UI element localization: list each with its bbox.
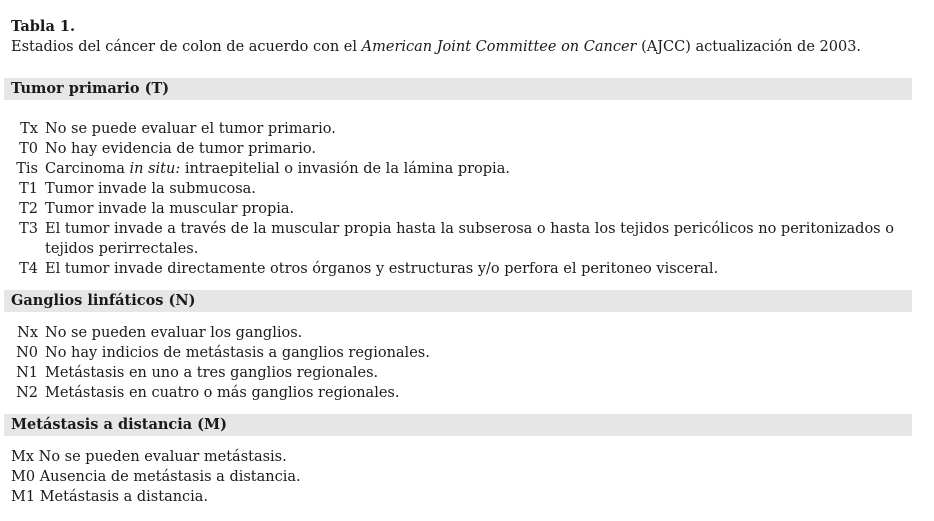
section-rows-metastasis bbox=[11, 447, 901, 507]
stage-description: No se pueden evaluar los ganglios. bbox=[45, 325, 303, 341]
stage-description-start: Carcinoma bbox=[45, 161, 130, 177]
table-label: Tabla 1. bbox=[11, 18, 76, 35]
stage-code: Nx bbox=[17, 325, 38, 341]
section-rows-tumor bbox=[0, 119, 910, 279]
stage-code: T1 bbox=[19, 181, 38, 197]
stage-code: N2 bbox=[16, 385, 38, 401]
table-row bbox=[0, 159, 910, 179]
stage-description-italic: in situ: bbox=[129, 161, 181, 177]
stage-description bbox=[45, 159, 910, 179]
stage-description: Metástasis en cuatro o más ganglios regionales. bbox=[45, 385, 400, 401]
table-row bbox=[11, 487, 901, 507]
table-row bbox=[11, 467, 901, 487]
description-italic-organization: American Joint Committee on Cancer bbox=[361, 39, 637, 55]
table-row bbox=[0, 343, 910, 363]
stage-code: Tx bbox=[20, 121, 38, 137]
stage-code: N1 bbox=[16, 365, 38, 381]
stage-code: Tis bbox=[16, 161, 38, 177]
table-row bbox=[0, 199, 910, 219]
stage-description: Tumor invade la muscular propia. bbox=[45, 201, 295, 217]
stage-description: Metástasis en uno a tres ganglios regionales. bbox=[45, 365, 379, 381]
section-header-lymph-nodes: Ganglios linfáticos (N) bbox=[4, 290, 912, 312]
stage-code: T3 bbox=[19, 221, 38, 237]
stage-description: Ausencia de metástasis a distancia. bbox=[39, 469, 301, 485]
table-row bbox=[0, 119, 910, 139]
stage-description: No se pueden evaluar metástasis. bbox=[38, 449, 287, 465]
stage-description: Tumor invade la submucosa. bbox=[45, 181, 256, 197]
section-rows-lymph-nodes bbox=[0, 323, 910, 403]
table-description bbox=[11, 37, 911, 57]
stage-code: T2 bbox=[19, 201, 38, 217]
table-row bbox=[0, 259, 910, 279]
section-header-tumor: Tumor primario (T) bbox=[4, 78, 912, 100]
stage-description: El tumor invade a través de la muscular propia hasta la subserosa o hasta los tejidos pericólicos no peritonizados o tejidos perirrectales. bbox=[45, 221, 894, 257]
stage-code: N0 bbox=[16, 345, 38, 361]
stage-code: Mx bbox=[11, 449, 35, 465]
description-text-end: (AJCC) actualización de 2003. bbox=[636, 39, 862, 55]
table-row bbox=[0, 323, 910, 343]
stage-description: No se puede evaluar el tumor primario. bbox=[45, 121, 336, 137]
stage-code: M1 bbox=[11, 489, 36, 505]
stage-description-end: intraepitelial o invasión de la lámina propia. bbox=[180, 161, 510, 177]
table-row bbox=[0, 179, 910, 199]
stage-description: Metástasis a distancia. bbox=[39, 489, 209, 505]
stage-code: T4 bbox=[19, 261, 38, 277]
stage-description: No hay evidencia de tumor primario. bbox=[45, 141, 316, 157]
table-row bbox=[0, 383, 910, 403]
table-row bbox=[0, 363, 910, 383]
table-row bbox=[0, 139, 910, 159]
section-header-metastasis: Metástasis a distancia (M) bbox=[4, 414, 912, 436]
stage-code: T0 bbox=[19, 141, 38, 157]
table-row bbox=[0, 219, 910, 259]
table-caption bbox=[11, 17, 911, 57]
stage-description: El tumor invade directamente otros órganos y estructuras y/o perfora el peritoneo visceral. bbox=[45, 261, 719, 277]
description-text-start: Estadios del cáncer de colon de acuerdo con el bbox=[11, 39, 362, 55]
stage-description: No hay indicios de metástasis a ganglios regionales. bbox=[45, 345, 430, 361]
stage-code: M0 bbox=[11, 469, 36, 485]
table-row bbox=[11, 447, 901, 467]
